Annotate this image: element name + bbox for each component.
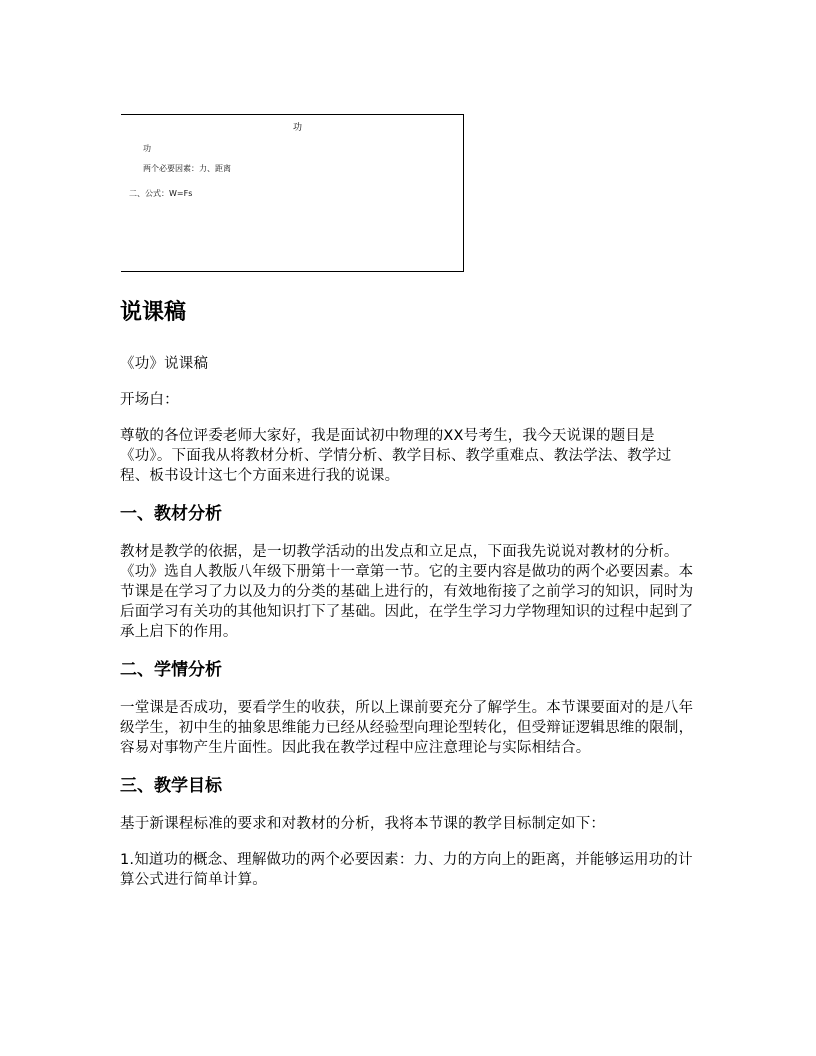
document-subtitle: 《功》说课稿 [120, 356, 209, 372]
board-line-1: 功 [143, 144, 151, 153]
opening-label: 开场白： [120, 392, 179, 408]
section-heading-textbook-analysis: 一、教材分析 [120, 504, 222, 524]
opening-paragraph: 尊敬的各位评委老师大家好，我是面试初中物理的XX号考生，我今天说课的题目是《功》。下面我从将教材分析、学情分析、教学目标、教学重难点、教法学法、教学过程、板书设计这七个方面来进行我的说课。 [120, 428, 672, 484]
section-heading-student-analysis: 二、学情分析 [120, 660, 222, 680]
document-body [120, 298, 700, 906]
blackboard-design-figure [121, 114, 464, 272]
board-line-2: 两个必要因素：力、距离 [143, 164, 231, 173]
section-paragraph-student-analysis: 一堂课是否成功，要看学生的收获，所以上课前要充分了解学生。本节课要面对的是八年级学生，初中生的抽象思维能力已经从经验型向理论型转化，但受辩证逻辑思维的限制，容易对事物产生片面性。因此我在教学过程中应注意理论与实际相结合。 [120, 700, 694, 756]
section-paragraph-textbook-analysis: 教材是教学的依据，是一切教学活动的出发点和立足点，下面我先说说对教材的分析。《功》选自人教版八年级下册第十一章第一节。它的主要内容是做功的两个必要因素。本节课是在学习了力以及力的分类的基础上进行的，有效地衔接了之前学习的知识，同时为后面学习有关功的其他知识打下了基础。因此，在学生学习力学物理知识的过程中起到了承上启下的作用。 [120, 544, 694, 640]
section-heading-teaching-goals: 三、教学目标 [120, 776, 222, 796]
section-paragraph-teaching-goals: 基于新课程标准的要求和对教材的分析，我将本节课的教学目标制定如下： [120, 816, 606, 832]
board-title: 功 [293, 123, 303, 133]
board-line-3: 二、公式：W=Fs [129, 189, 193, 198]
teaching-goal-1: 1.知道功的概念、理解做功的两个必要因素：力、力的方向上的距离，并能够运用功的计算公式进行简单计算。 [120, 852, 693, 888]
document-title: 说课稿 [120, 300, 187, 325]
